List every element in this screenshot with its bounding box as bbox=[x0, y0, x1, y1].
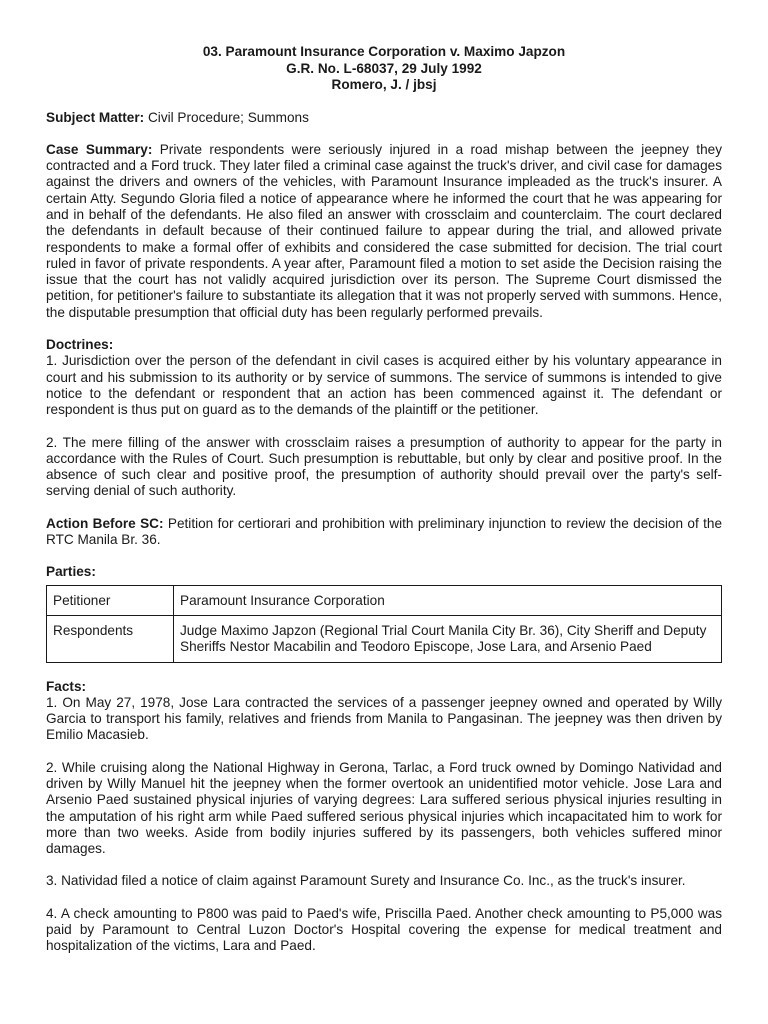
fact-item: 2. While cruising along the National Highway in Gerona, Tarlac, a Ford truck owned by Domingo Natividad and driven by Willy Manuel hit the jeepney when the former overtook an unidentified motor vehicle. Jose Lara and Arsenio Paed sustained physical injuries of varying degrees: Lara suffered serious physical injuries resulting in the amputation of his right arm while Paed suffered serious physical injuries which incapacitated him to work for more than two weeks. Aside from bodily injuries suffered by its passengers, both vehicles suffered minor damages. bbox=[46, 759, 722, 857]
doctrines-label: Doctrines: bbox=[46, 337, 114, 353]
ponente: Romero, J. / jbsj bbox=[331, 77, 437, 92]
facts-section bbox=[46, 679, 722, 955]
table-row bbox=[47, 585, 722, 615]
case-header bbox=[46, 44, 722, 94]
fact-item: 1. On May 27, 1978, Jose Lara contracted the services of a passenger jeepney owned and operated by Willy Garcia to transport his family, relatives and friends from Manila to Pangasinan. The jeepney was then driven by Emilio Macasieb. bbox=[46, 694, 722, 743]
fact-item: 4. A check amounting to P800 was paid to Paed's wife, Priscilla Paed. Another check amounting to P5,000 was paid by Paramount to Central Luzon Doctor's Hospital covering the expense for medical treatment and hospitalization of the victims, Lara and Paed. bbox=[46, 905, 722, 954]
doctrine-item: 2. The mere filling of the answer with crossclaim raises a presumption of authority to appear for the party in accordance with the Rules of Court. Such presumption is rebuttable, but only by clear and positive proof. In the absence of such clear and positive proof, the presumption of authority should prevail over the party's self-serving denial of such authority. bbox=[46, 434, 722, 499]
fact-item: 3. Natividad filed a notice of claim against Paramount Surety and Insurance Co. Inc., as the truck's insurer. bbox=[46, 873, 686, 889]
case-summary-text: Private respondents were seriously injured in a road mishap between the jeepney they contracted and a Ford truck. They later filed a criminal case against the truck's driver, and civil case for damages against the drivers and owners of the vehicles, with Paramount Insurance impleaded as the truck's insurer. A certain Atty. Segundo Gloria filed a notice of appearance where he informed the court that he was appearing for and in behalf of the defendants. He also filed an answer with crossclaim and counterclaim. The court declared the defendants in default because of their continued failure to appear during the trial, and allowed private respondents to make a formal offer of exhibits and considered the case submitted for decision. The trial court ruled in favor of private respondents. A year after, Paramount filed a motion to set aside the Decision raising the issue that the court has not validly acquired jurisdiction over its person. The Supreme Court dismissed the petition, for petitioner's failure to substantiate its allegation that it was not properly served with summons. Hence, the disputable presumption that official duty has been regularly performed prevails. bbox=[46, 141, 722, 320]
table-row bbox=[47, 615, 722, 662]
action-before-sc bbox=[46, 516, 722, 549]
party-role: Respondents bbox=[47, 615, 174, 662]
parties-section bbox=[46, 564, 722, 662]
party-role: Petitioner bbox=[47, 585, 174, 615]
action-before-sc-text: Petition for certiorari and prohibition with preliminary injunction to review the decision of the RTC Manila Br. 36. bbox=[46, 515, 723, 548]
gr-number: G.R. No. L-68037, 29 July 1992 bbox=[286, 60, 482, 76]
subject-matter-label: Subject Matter: bbox=[46, 109, 145, 125]
document-page bbox=[46, 44, 722, 971]
subject-matter-text: Civil Procedure; Summons bbox=[147, 109, 309, 125]
case-title: 03. Paramount Insurance Corporation v. Maximo Japzon bbox=[202, 44, 566, 59]
case-summary-label: Case Summary: bbox=[46, 141, 153, 157]
doctrine-item: 1. Jurisdiction over the person of the defendant in civil cases is acquired either by his voluntary appearance in court and his submission to its authority or by service of summons. The service of summons is intended to give notice to the defendant or respondent that an action has been commenced against it. The defendant or respondent is thus put on guard as to the demands of the plaintiff or the petitioner. bbox=[46, 353, 722, 418]
action-before-sc-label: Action Before SC: bbox=[46, 515, 164, 531]
doctrines-section bbox=[46, 337, 722, 500]
parties-label: Parties: bbox=[46, 564, 96, 580]
facts-label: Facts: bbox=[46, 678, 87, 694]
subject-matter bbox=[46, 110, 722, 126]
parties-table bbox=[46, 585, 722, 663]
party-names: Judge Maximo Japzon (Regional Trial Court Manila City Br. 36), City Sheriff and Deputy Sheriffs Nestor Macabilin and Teodoro Episcope, Jose Lara, and Arsenio Paed bbox=[174, 615, 722, 662]
case-summary bbox=[46, 142, 722, 321]
party-names: Paramount Insurance Corporation bbox=[174, 585, 722, 615]
